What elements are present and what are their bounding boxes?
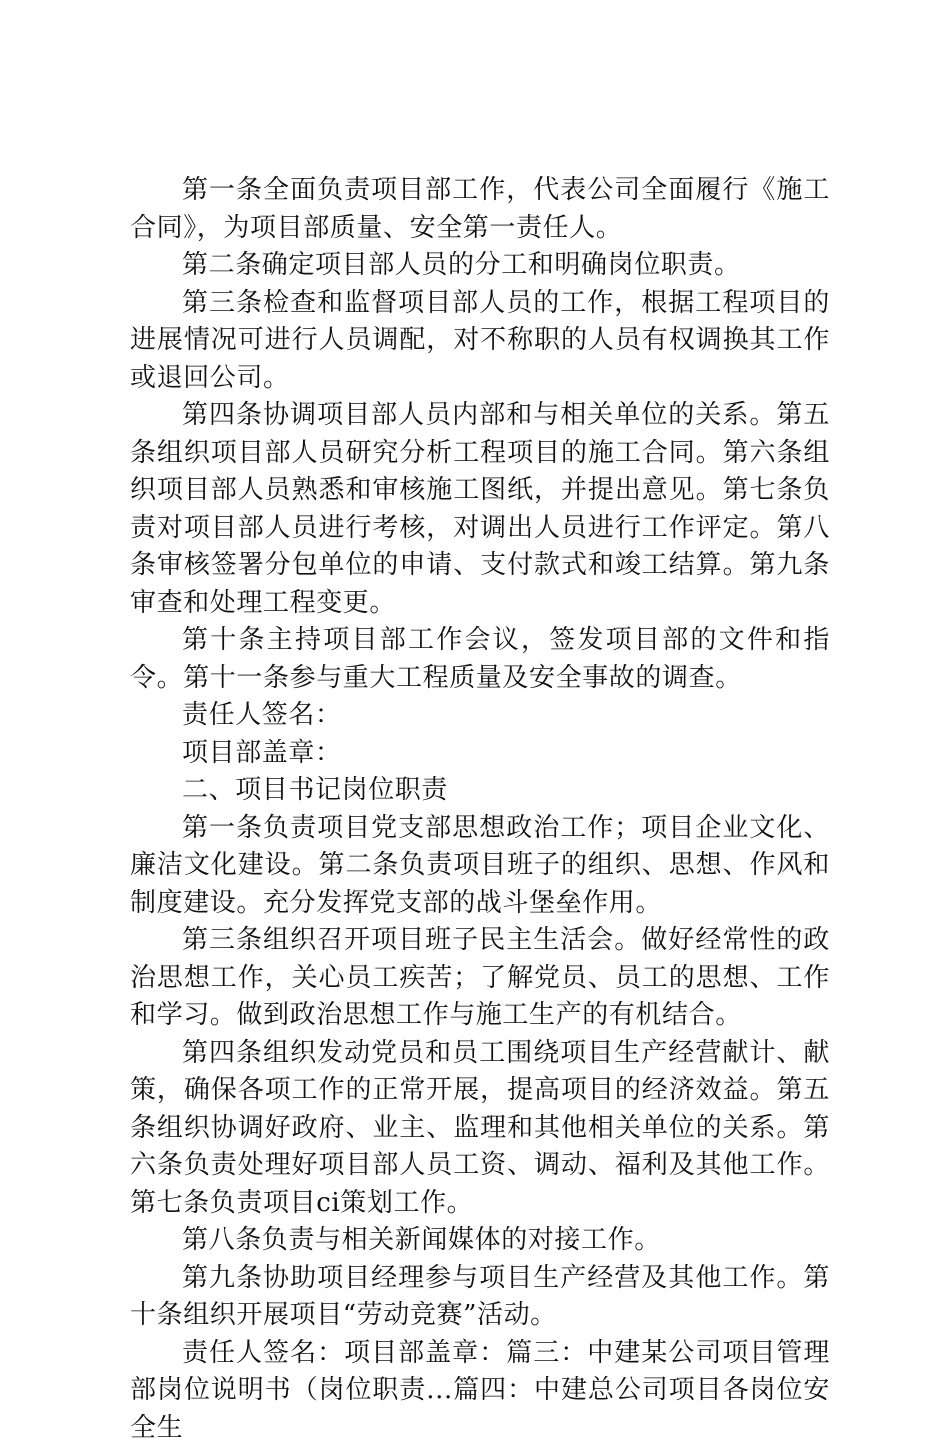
paragraph-article-3: 第三条检查和监督项目部人员的工作，根据工程项目的进展情况可进行人员调配，对不称职的人员有权调换其工作或退回公司。 <box>130 285 830 398</box>
paragraph-secretary-8: 第八条负责与相关新闻媒体的对接工作。 <box>130 1222 830 1260</box>
paragraph-closing: 责任人签名：项目部盖章：篇三：中建某公司项目管理部岗位说明书（岗位职责...篇四：中建总公司项目各岗位安全生 <box>130 1335 830 1447</box>
paragraph-articles-10-11: 第十条主持项目部工作会议，签发项目部的文件和指令。第十一条参与重大工程质量及安全事故的调查。 <box>130 622 830 697</box>
section-heading: 二、项目书记岗位职责 <box>130 772 830 810</box>
paragraph-secretary-9-10: 第九条协助项目经理参与项目生产经营及其他工作。第十条组织开展项目“劳动竞赛”活动。 <box>130 1260 830 1335</box>
signature-line: 责任人签名： <box>130 697 830 735</box>
document-body <box>130 172 830 1447</box>
paragraph-secretary-4-7: 第四条组织发动党员和员工围绕项目生产经营献计、献策，确保各项工作的正常开展，提高项目的经济效益。第五条组织协调好政府、业主、监理和其他相关单位的关系。第六条负责处理好项目部人员工资、调动、福利及其他工作。第七条负责项目ci策划工作。 <box>130 1035 830 1223</box>
paragraph-secretary-3: 第三条组织召开项目班子民主生活会。做好经常性的政治思想工作，关心员工疾苦；了解党员、员工的思想、工作和学习。做到政治思想工作与施工生产的有机结合。 <box>130 922 830 1035</box>
paragraph-article-1: 第一条全面负责项目部工作，代表公司全面履行《施工合同》，为项目部质量、安全第一责任人。 <box>130 172 830 247</box>
paragraph-article-2: 第二条确定项目部人员的分工和明确岗位职责。 <box>130 247 830 285</box>
paragraph-secretary-1-2: 第一条负责项目党支部思想政治工作；项目企业文化、廉洁文化建设。第二条负责项目班子的组织、思想、作风和制度建设。充分发挥党支部的战斗堡垒作用。 <box>130 810 830 923</box>
paragraph-articles-4-9: 第四条协调项目部人员内部和与相关单位的关系。第五条组织项目部人员研究分析工程项目的施工合同。第六条组织项目部人员熟悉和审核施工图纸，并提出意见。第七条负责对项目部人员进行考核，对调出人员进行工作评定。第八条审核签署分包单位的申请、支付款式和竣工结算。第九条审查和处理工程变更。 <box>130 397 830 622</box>
seal-line: 项目部盖章： <box>130 735 830 773</box>
